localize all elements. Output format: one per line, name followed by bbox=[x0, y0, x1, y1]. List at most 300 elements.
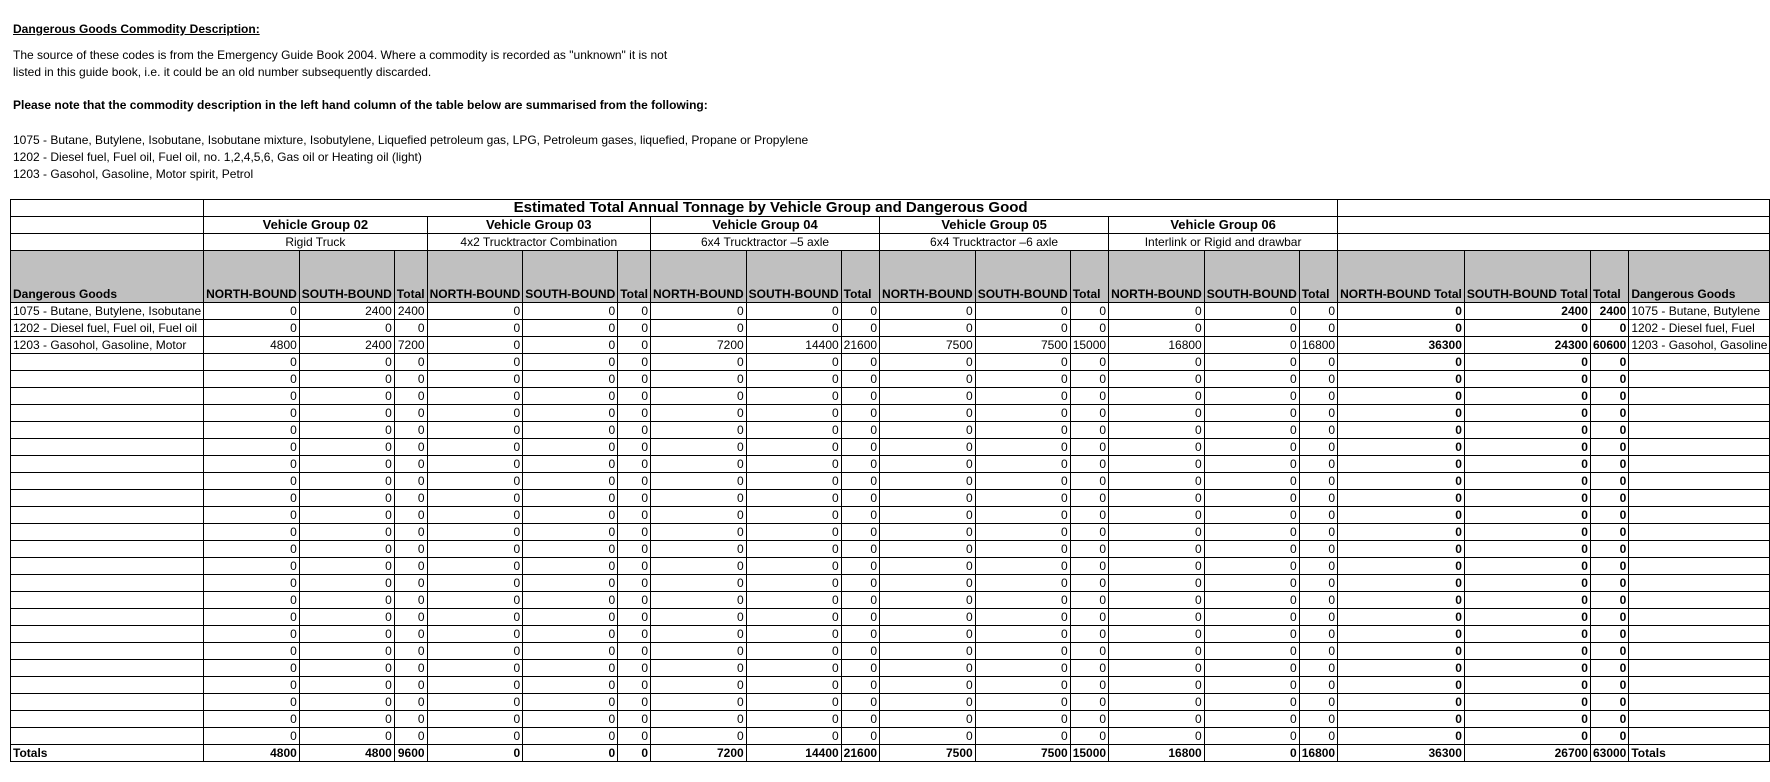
row-label bbox=[11, 711, 204, 728]
row-value: 0 bbox=[1204, 371, 1299, 388]
row-total-value: 0 bbox=[1590, 575, 1628, 592]
row-value: 0 bbox=[523, 490, 618, 507]
row-value: 0 bbox=[427, 473, 523, 490]
row-value: 0 bbox=[975, 490, 1070, 507]
table-row bbox=[11, 592, 1770, 609]
row-label bbox=[11, 473, 204, 490]
row-value: 21600 bbox=[841, 337, 879, 354]
row-value: 0 bbox=[880, 439, 976, 456]
totals-value: 7500 bbox=[975, 745, 1070, 762]
row-value: 0 bbox=[299, 371, 394, 388]
row-value: 0 bbox=[427, 439, 523, 456]
row-label bbox=[11, 609, 204, 626]
totals-value: 21600 bbox=[841, 745, 879, 762]
table-row bbox=[11, 541, 1770, 558]
row-total-value: 0 bbox=[1590, 354, 1628, 371]
row-total-value: 0 bbox=[1464, 711, 1590, 728]
row-value: 0 bbox=[523, 626, 618, 643]
table-row bbox=[11, 728, 1770, 745]
row-value: 0 bbox=[651, 507, 747, 524]
row-value: 0 bbox=[975, 626, 1070, 643]
row-value: 0 bbox=[523, 524, 618, 541]
row-value: 0 bbox=[651, 354, 747, 371]
row-value: 0 bbox=[1299, 354, 1337, 371]
row-value: 0 bbox=[975, 660, 1070, 677]
row-total-value: 2400 bbox=[1464, 303, 1590, 320]
row-value: 0 bbox=[975, 439, 1070, 456]
row-label-right bbox=[1629, 728, 1770, 745]
row-label-right bbox=[1629, 660, 1770, 677]
row-label bbox=[11, 575, 204, 592]
row-value: 0 bbox=[427, 524, 523, 541]
row-value: 0 bbox=[1204, 422, 1299, 439]
row-value: 0 bbox=[1109, 711, 1205, 728]
row-value: 0 bbox=[651, 422, 747, 439]
row-value: 0 bbox=[1070, 507, 1108, 524]
header-g04-north: NORTH-BOUND bbox=[651, 251, 747, 303]
row-value: 0 bbox=[523, 609, 618, 626]
intro-code-1203: 1203 - Gasohol, Gasoline, Motor spirit, Petrol bbox=[13, 167, 254, 181]
row-value: 0 bbox=[427, 694, 523, 711]
row-value: 0 bbox=[1204, 694, 1299, 711]
row-value: 0 bbox=[841, 303, 879, 320]
row-value: 0 bbox=[1109, 558, 1205, 575]
row-value: 0 bbox=[427, 558, 523, 575]
totals-value: 14400 bbox=[746, 745, 841, 762]
row-label bbox=[11, 439, 204, 456]
table-row bbox=[11, 609, 1770, 626]
row-total-value: 0 bbox=[1464, 575, 1590, 592]
row-value: 0 bbox=[1109, 371, 1205, 388]
row-label bbox=[11, 422, 204, 439]
row-value: 0 bbox=[618, 405, 651, 422]
row-label bbox=[11, 558, 204, 575]
row-value: 0 bbox=[618, 337, 651, 354]
row-value: 0 bbox=[1299, 439, 1337, 456]
row-value: 0 bbox=[880, 456, 976, 473]
totals-value: 0 bbox=[523, 745, 618, 762]
table-row bbox=[11, 626, 1770, 643]
totals-value: 0 bbox=[618, 745, 651, 762]
row-value: 0 bbox=[1299, 626, 1337, 643]
row-total-value: 0 bbox=[1338, 371, 1465, 388]
row-value: 0 bbox=[746, 490, 841, 507]
row-value: 0 bbox=[651, 711, 747, 728]
row-value: 0 bbox=[975, 728, 1070, 745]
row-value: 0 bbox=[394, 643, 427, 660]
row-value: 0 bbox=[1109, 660, 1205, 677]
row-value: 0 bbox=[299, 575, 394, 592]
row-label-right bbox=[1629, 609, 1770, 626]
row-value: 0 bbox=[204, 405, 300, 422]
table-row bbox=[11, 558, 1770, 575]
row-value: 0 bbox=[618, 575, 651, 592]
row-label-right bbox=[1629, 371, 1770, 388]
row-value: 0 bbox=[1299, 592, 1337, 609]
row-value: 0 bbox=[1070, 694, 1108, 711]
row-value: 0 bbox=[975, 507, 1070, 524]
row-value: 0 bbox=[1070, 490, 1108, 507]
row-value: 0 bbox=[1204, 524, 1299, 541]
row-value: 0 bbox=[618, 371, 651, 388]
group-04-type: 6x4 Trucktractor –5 axle bbox=[651, 234, 880, 251]
row-label-right bbox=[1629, 626, 1770, 643]
row-value: 0 bbox=[841, 388, 879, 405]
row-value: 0 bbox=[394, 473, 427, 490]
row-value: 0 bbox=[1299, 677, 1337, 694]
row-value: 0 bbox=[746, 371, 841, 388]
row-total-value: 24300 bbox=[1464, 337, 1590, 354]
row-value: 0 bbox=[523, 643, 618, 660]
row-value: 0 bbox=[1070, 541, 1108, 558]
row-value: 0 bbox=[1109, 643, 1205, 660]
row-value: 0 bbox=[618, 677, 651, 694]
row-value: 0 bbox=[299, 558, 394, 575]
row-total-value: 0 bbox=[1590, 643, 1628, 660]
row-label bbox=[11, 456, 204, 473]
row-value: 0 bbox=[1204, 456, 1299, 473]
row-value: 0 bbox=[427, 643, 523, 660]
row-value: 0 bbox=[841, 643, 879, 660]
row-label bbox=[11, 371, 204, 388]
row-value: 0 bbox=[618, 456, 651, 473]
row-value: 0 bbox=[1299, 473, 1337, 490]
row-value: 0 bbox=[880, 643, 976, 660]
row-total-value: 0 bbox=[1590, 371, 1628, 388]
row-value: 0 bbox=[523, 558, 618, 575]
row-value: 0 bbox=[523, 388, 618, 405]
intro-source-line1: The source of these codes is from the Emergency Guide Book 2004. Where a commodity is recorded as "unknown" it is not bbox=[13, 48, 668, 62]
table-row bbox=[11, 507, 1770, 524]
row-value: 0 bbox=[746, 405, 841, 422]
row-value: 0 bbox=[1299, 660, 1337, 677]
row-label-right bbox=[1629, 711, 1770, 728]
row-total-value: 0 bbox=[1338, 490, 1465, 507]
row-value: 0 bbox=[841, 320, 879, 337]
row-value: 0 bbox=[1299, 405, 1337, 422]
row-value: 0 bbox=[651, 490, 747, 507]
row-value: 0 bbox=[1070, 626, 1108, 643]
row-total-value: 0 bbox=[1590, 490, 1628, 507]
row-value: 0 bbox=[880, 405, 976, 422]
row-value: 0 bbox=[975, 677, 1070, 694]
row-value: 0 bbox=[1109, 575, 1205, 592]
row-label-right bbox=[1629, 677, 1770, 694]
row-value: 0 bbox=[651, 541, 747, 558]
row-total-value: 0 bbox=[1590, 558, 1628, 575]
row-value: 0 bbox=[880, 677, 976, 694]
row-value: 0 bbox=[1070, 609, 1108, 626]
row-value: 0 bbox=[880, 575, 976, 592]
row-value: 0 bbox=[746, 694, 841, 711]
row-value: 0 bbox=[523, 728, 618, 745]
row-value: 0 bbox=[394, 320, 427, 337]
row-value: 0 bbox=[394, 371, 427, 388]
row-total-value: 0 bbox=[1464, 728, 1590, 745]
row-value: 0 bbox=[204, 541, 300, 558]
intro-heading: Dangerous Goods Commodity Description: bbox=[13, 22, 260, 36]
row-value: 0 bbox=[841, 694, 879, 711]
row-total-value: 0 bbox=[1464, 354, 1590, 371]
row-value: 0 bbox=[523, 354, 618, 371]
row-value: 0 bbox=[975, 354, 1070, 371]
row-value: 0 bbox=[975, 473, 1070, 490]
row-value: 0 bbox=[427, 541, 523, 558]
row-total-value: 0 bbox=[1590, 507, 1628, 524]
row-total-value: 0 bbox=[1338, 558, 1465, 575]
row-total-value: 0 bbox=[1338, 405, 1465, 422]
row-value: 0 bbox=[651, 609, 747, 626]
row-value: 0 bbox=[1070, 388, 1108, 405]
row-value: 0 bbox=[523, 303, 618, 320]
row-value: 0 bbox=[394, 388, 427, 405]
row-value: 0 bbox=[394, 592, 427, 609]
row-value: 0 bbox=[523, 711, 618, 728]
row-value: 0 bbox=[394, 439, 427, 456]
row-value: 0 bbox=[1204, 320, 1299, 337]
row-value: 0 bbox=[299, 405, 394, 422]
row-total-value: 0 bbox=[1590, 524, 1628, 541]
row-value: 0 bbox=[618, 643, 651, 660]
row-value: 0 bbox=[618, 439, 651, 456]
totals-value: 16800 bbox=[1299, 745, 1337, 762]
row-value: 0 bbox=[394, 728, 427, 745]
row-total-value: 0 bbox=[1338, 456, 1465, 473]
row-value: 0 bbox=[746, 473, 841, 490]
row-value: 0 bbox=[1299, 694, 1337, 711]
row-label bbox=[11, 507, 204, 524]
row-value: 0 bbox=[394, 677, 427, 694]
row-value: 0 bbox=[427, 592, 523, 609]
row-value: 0 bbox=[975, 541, 1070, 558]
row-value: 0 bbox=[299, 643, 394, 660]
row-label-right: 1075 - Butane, Butylene bbox=[1629, 303, 1770, 320]
row-value: 0 bbox=[394, 626, 427, 643]
row-value: 0 bbox=[1109, 354, 1205, 371]
tonnage-table bbox=[10, 199, 1770, 762]
row-value: 0 bbox=[880, 303, 976, 320]
row-total-value: 0 bbox=[1464, 541, 1590, 558]
header-g06-south: SOUTH-BOUND bbox=[1204, 251, 1299, 303]
row-total-value: 0 bbox=[1338, 711, 1465, 728]
row-label bbox=[11, 541, 204, 558]
totals-value: 9600 bbox=[394, 745, 427, 762]
row-label-right bbox=[1629, 592, 1770, 609]
row-value: 0 bbox=[299, 694, 394, 711]
row-value: 0 bbox=[1070, 643, 1108, 660]
row-value: 0 bbox=[746, 456, 841, 473]
row-total-value: 0 bbox=[1590, 473, 1628, 490]
header-g02-total: Total bbox=[394, 251, 427, 303]
row-value: 7200 bbox=[651, 337, 747, 354]
row-value: 0 bbox=[299, 711, 394, 728]
row-value: 0 bbox=[841, 456, 879, 473]
row-total-value: 0 bbox=[1338, 320, 1465, 337]
row-value: 0 bbox=[204, 592, 300, 609]
group-05-name: Vehicle Group 05 bbox=[880, 217, 1109, 234]
table-row bbox=[11, 439, 1770, 456]
row-value: 0 bbox=[1299, 371, 1337, 388]
row-label: 1202 - Diesel fuel, Fuel oil, Fuel oil bbox=[11, 320, 204, 337]
totals-value: 0 bbox=[1204, 745, 1299, 762]
group-03-type: 4x2 Trucktractor Combination bbox=[427, 234, 650, 251]
row-value: 0 bbox=[1109, 626, 1205, 643]
header-g02-south: SOUTH-BOUND bbox=[299, 251, 394, 303]
row-value: 0 bbox=[880, 660, 976, 677]
row-value: 0 bbox=[394, 575, 427, 592]
row-total-value: 36300 bbox=[1338, 337, 1465, 354]
row-label bbox=[11, 728, 204, 745]
row-value: 0 bbox=[523, 507, 618, 524]
table-row bbox=[11, 337, 1770, 354]
row-value: 0 bbox=[204, 439, 300, 456]
row-value: 0 bbox=[841, 711, 879, 728]
row-value: 0 bbox=[746, 388, 841, 405]
row-value: 0 bbox=[299, 541, 394, 558]
row-label-right bbox=[1629, 694, 1770, 711]
row-value: 0 bbox=[1070, 439, 1108, 456]
row-value: 2400 bbox=[299, 303, 394, 320]
row-total-value: 0 bbox=[1338, 694, 1465, 711]
row-total-value: 2400 bbox=[1590, 303, 1628, 320]
row-value: 0 bbox=[651, 405, 747, 422]
row-value: 0 bbox=[204, 320, 300, 337]
row-value: 0 bbox=[975, 694, 1070, 711]
row-value: 0 bbox=[204, 558, 300, 575]
row-label bbox=[11, 660, 204, 677]
table-row bbox=[11, 711, 1770, 728]
row-value: 16800 bbox=[1109, 337, 1205, 354]
row-value: 0 bbox=[975, 371, 1070, 388]
row-value: 0 bbox=[204, 711, 300, 728]
row-value: 0 bbox=[394, 609, 427, 626]
row-value: 0 bbox=[394, 405, 427, 422]
row-total-value: 0 bbox=[1464, 558, 1590, 575]
row-value: 0 bbox=[975, 711, 1070, 728]
row-value: 0 bbox=[746, 439, 841, 456]
row-value: 0 bbox=[394, 541, 427, 558]
row-label-right bbox=[1629, 473, 1770, 490]
row-value: 0 bbox=[1204, 439, 1299, 456]
row-value: 0 bbox=[523, 405, 618, 422]
row-value: 0 bbox=[841, 728, 879, 745]
row-value: 0 bbox=[1109, 439, 1205, 456]
row-value: 0 bbox=[746, 320, 841, 337]
row-total-value: 0 bbox=[1338, 626, 1465, 643]
row-label-right bbox=[1629, 422, 1770, 439]
row-value: 0 bbox=[618, 694, 651, 711]
table-row bbox=[11, 456, 1770, 473]
row-value: 0 bbox=[204, 388, 300, 405]
row-value: 0 bbox=[880, 388, 976, 405]
row-value: 0 bbox=[841, 575, 879, 592]
row-value: 0 bbox=[1070, 711, 1108, 728]
row-label: 1075 - Butane, Butylene, Isobutane bbox=[11, 303, 204, 320]
row-value: 0 bbox=[651, 371, 747, 388]
row-label-right bbox=[1629, 354, 1770, 371]
table-title: Estimated Total Annual Tonnage by Vehicle Group and Dangerous Good bbox=[204, 200, 1338, 217]
row-value: 0 bbox=[1109, 507, 1205, 524]
row-value: 0 bbox=[746, 541, 841, 558]
table-row bbox=[11, 524, 1770, 541]
row-value: 0 bbox=[523, 592, 618, 609]
row-value: 0 bbox=[975, 303, 1070, 320]
row-value: 0 bbox=[1204, 626, 1299, 643]
row-label-right bbox=[1629, 575, 1770, 592]
row-value: 0 bbox=[299, 507, 394, 524]
header-northbound-total: NORTH-BOUND Total bbox=[1338, 251, 1465, 303]
row-value: 0 bbox=[880, 422, 976, 439]
table-row bbox=[11, 490, 1770, 507]
row-value: 0 bbox=[427, 507, 523, 524]
row-total-value: 0 bbox=[1464, 456, 1590, 473]
row-total-value: 0 bbox=[1338, 592, 1465, 609]
row-value: 0 bbox=[427, 456, 523, 473]
row-total-value: 0 bbox=[1590, 728, 1628, 745]
row-value: 0 bbox=[1070, 303, 1108, 320]
row-total-value: 0 bbox=[1338, 507, 1465, 524]
row-value: 0 bbox=[1204, 388, 1299, 405]
row-total-value: 0 bbox=[1464, 439, 1590, 456]
row-value: 0 bbox=[1204, 609, 1299, 626]
row-value: 0 bbox=[1109, 677, 1205, 694]
row-value: 0 bbox=[204, 490, 300, 507]
row-value: 0 bbox=[651, 303, 747, 320]
table-row bbox=[11, 677, 1770, 694]
row-value: 0 bbox=[299, 422, 394, 439]
row-value: 0 bbox=[975, 575, 1070, 592]
row-value: 0 bbox=[651, 643, 747, 660]
row-value: 0 bbox=[204, 507, 300, 524]
row-value: 0 bbox=[427, 320, 523, 337]
row-value: 0 bbox=[1299, 728, 1337, 745]
row-value: 0 bbox=[975, 643, 1070, 660]
row-value: 0 bbox=[1204, 405, 1299, 422]
row-value: 0 bbox=[841, 524, 879, 541]
row-value: 0 bbox=[880, 541, 976, 558]
row-value: 0 bbox=[618, 422, 651, 439]
row-value: 0 bbox=[1299, 643, 1337, 660]
row-total-value: 0 bbox=[1464, 592, 1590, 609]
header-g02-north: NORTH-BOUND bbox=[204, 251, 300, 303]
row-total-value: 0 bbox=[1338, 524, 1465, 541]
row-value: 0 bbox=[1299, 303, 1337, 320]
row-value: 0 bbox=[618, 660, 651, 677]
row-value: 0 bbox=[1299, 456, 1337, 473]
row-value: 0 bbox=[427, 337, 523, 354]
row-value: 0 bbox=[746, 303, 841, 320]
row-value: 0 bbox=[746, 728, 841, 745]
row-value: 0 bbox=[1204, 490, 1299, 507]
row-value: 2400 bbox=[299, 337, 394, 354]
row-value: 0 bbox=[204, 575, 300, 592]
table-row bbox=[11, 405, 1770, 422]
row-label bbox=[11, 405, 204, 422]
row-value: 14400 bbox=[746, 337, 841, 354]
row-value: 0 bbox=[841, 677, 879, 694]
row-value: 0 bbox=[651, 575, 747, 592]
row-value: 0 bbox=[880, 609, 976, 626]
row-value: 0 bbox=[204, 694, 300, 711]
row-total-value: 0 bbox=[1590, 541, 1628, 558]
row-value: 0 bbox=[1070, 558, 1108, 575]
totals-value: 4800 bbox=[299, 745, 394, 762]
row-value: 0 bbox=[427, 490, 523, 507]
row-label-right: 1202 - Diesel fuel, Fuel bbox=[1629, 320, 1770, 337]
row-value: 0 bbox=[975, 524, 1070, 541]
row-value: 0 bbox=[1299, 388, 1337, 405]
row-value: 0 bbox=[1299, 524, 1337, 541]
